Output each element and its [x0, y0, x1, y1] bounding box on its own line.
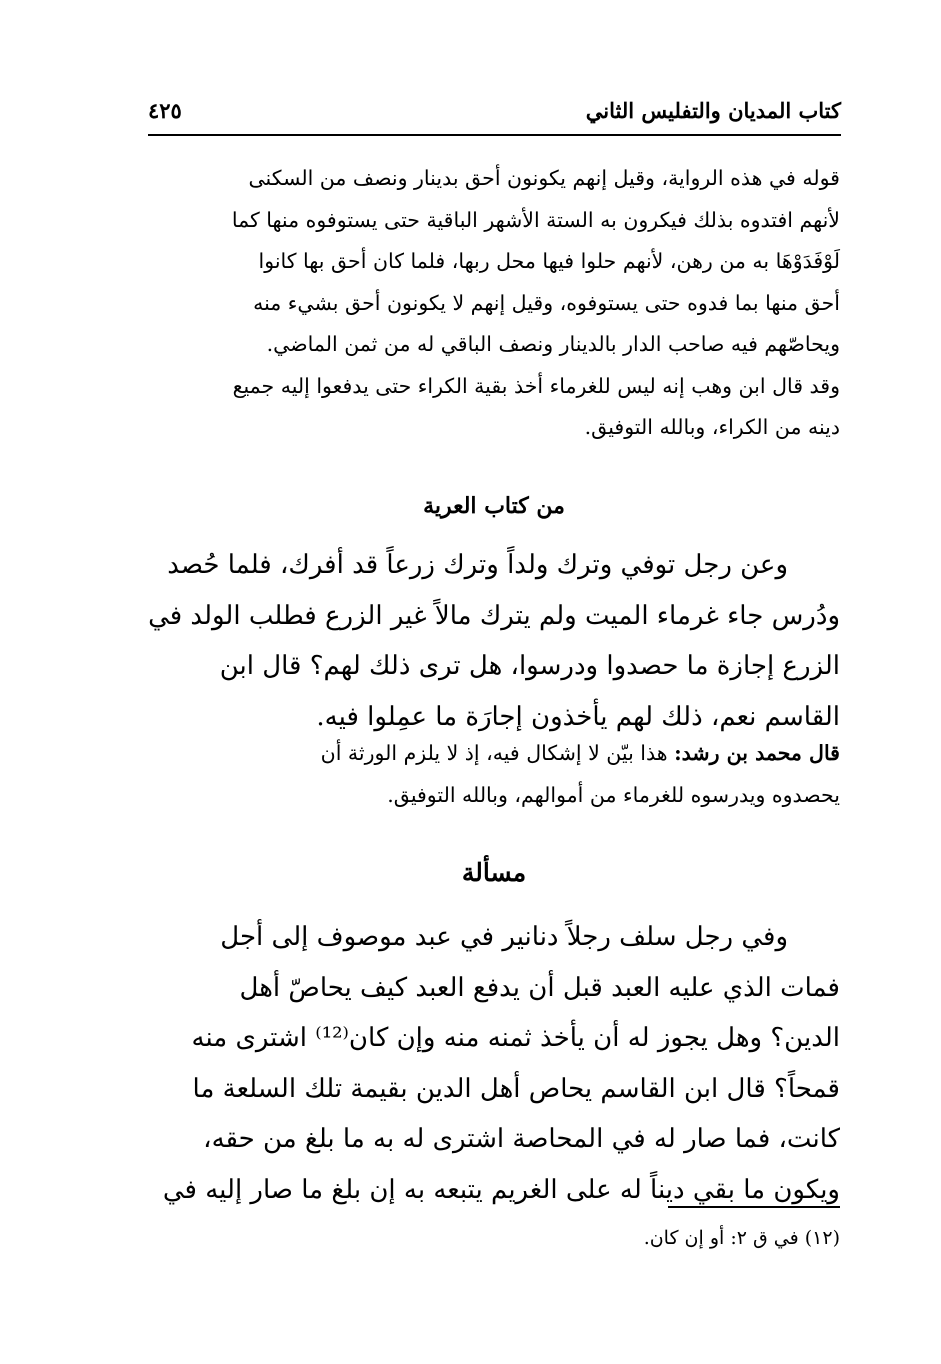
- text-line-content: وعن رجل توفي وترك ولداً وترك زرعاً قد أفرك، فلما حُصد: [167, 550, 788, 580]
- text-line: ودُرس جاء غرماء الميت ولم يترك مالاً غير الزرع فطلب الولد في: [148, 600, 840, 631]
- text-line: دينه من الكراء، وبالله التوفيق.: [584, 415, 840, 439]
- text-line: فمات الذي عليه العبد قبل أن يدفع العبد كيف يحاصّ أهل: [239, 972, 840, 1003]
- text-line-content: هذا بيّن لا إشكال فيه، إذ لا يلزم الورثة أن: [320, 741, 675, 765]
- section-heading-masala: مسألة: [461, 858, 527, 887]
- running-title: كتاب المديان والتفليس الثاني: [585, 98, 841, 123]
- text-line: ويكون ما بقي ديناً له على الغريم يتبعه به إن بلغ ما صار إليه في: [162, 1174, 840, 1205]
- text-line-content: وفي رجل سلف رجلاً دنانير في عبد موصوف إلى أجل: [220, 922, 788, 952]
- paragraph-question-2: [148, 912, 840, 1215]
- text-line: ويحاصّهم فيه صاحب الدار بالدينار ونصف الباقي له من ثمن الماضي.: [266, 332, 840, 356]
- header-rule: [148, 134, 841, 136]
- text-line: لَوْفَدَوْهَا به من رهن، لأنهم حلوا فيها محل ربها، فلما كان أحق بها كانوا: [258, 249, 840, 273]
- text-line: الدين؟ وهل يجوز له أن يأخذ ثمنه منه وإن كان⁽¹²⁾ اشترى منه: [191, 1023, 840, 1053]
- text-line: قمحاً؟ قال ابن القاسم يحاص أهل الدين بقيمة تلك السلعة ما: [192, 1073, 840, 1104]
- section-heading-kitab-al-ariyya: من كتاب العرية: [423, 493, 565, 519]
- text-line: القاسم نعم، ذلك لهم يأخذون إجارَة ما عمِلوا فيه.: [316, 701, 840, 732]
- text-line: قوله في هذه الرواية، وقيل إنهم يكونون أحق بدينار ونصف من السكنى: [248, 166, 840, 190]
- text-line: الزرع إجازة ما حصدوا ودرسوا، هل ترى ذلك لهم؟ قال ابن: [219, 651, 840, 681]
- page-number: ٤٢٥: [148, 98, 182, 123]
- commentator-lead: قال محمد بن رشد:: [674, 741, 840, 765]
- text-line: [148, 540, 840, 591]
- paragraph-ibn-rushd-commentary: [148, 732, 840, 816]
- text-line: لأنهم افتدوه بذلك فيكرون به الستة الأشهر الباقية حتى يستوفوه منها كما: [231, 207, 840, 232]
- text-line: أحق منها بما فدوه حتى يستوفوه، وقيل إنهم لا يكونون أحق بشيء منه: [253, 290, 840, 315]
- text-line: [148, 912, 840, 963]
- footnote-rule: [668, 1206, 840, 1208]
- paragraph-question-1: [148, 540, 840, 742]
- text-line: يحصدوه ويدرسوه للغرماء من أموالهم، وبالله التوفيق.: [387, 783, 840, 807]
- text-line: كانت، فما صار له في المحاصة اشترى له به ما بلغ من حقه،: [203, 1124, 840, 1154]
- paragraph-commentary: [148, 158, 840, 449]
- running-header: [148, 96, 841, 132]
- text-line: [148, 732, 840, 774]
- footnote: (١٢) في ق ٢: أو إن كان.: [643, 1227, 840, 1249]
- text-line: وقد قال ابن وهب إنه ليس للغرماء أخذ بقية الكراء حتى يدفعوا إليه جميع: [232, 373, 840, 398]
